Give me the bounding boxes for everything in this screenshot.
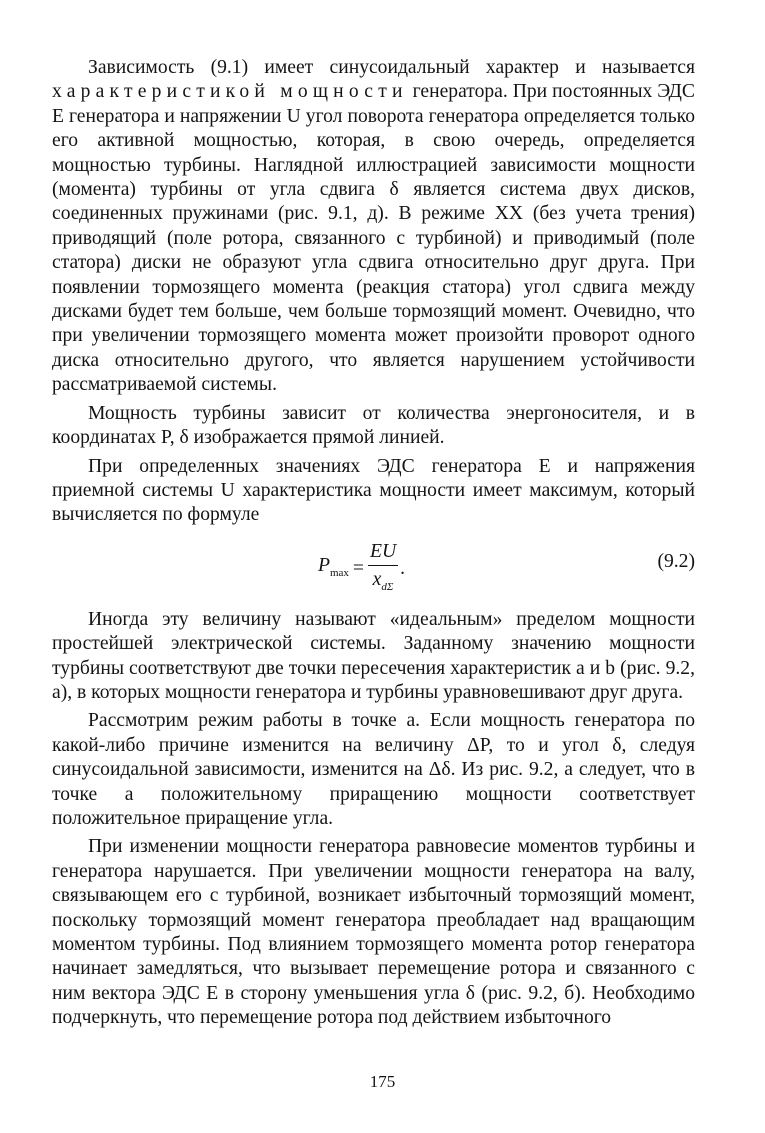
formula-expression <box>318 540 405 600</box>
emphasized-term: характеристикой мощности <box>52 81 408 103</box>
formula-number: (9.2) <box>657 550 695 572</box>
formula-lhs-symbol: P <box>318 554 330 576</box>
paragraph-1-start: Зависимость (9.1) имеет синусоидальный характер и называется <box>88 57 695 78</box>
formula-lhs-subscript: max <box>329 566 349 579</box>
formula-numerator: EU <box>368 540 398 566</box>
paragraph-6: При изменении мощности генератора равновесие моментов турбины и генератора нарушается. При увеличении мощности генератора на валу, связывающем его с турбиной, возникает избыточный тормозящий момент, поскольку тормозящий момент генератора преобладает над вращающим моментом турбины. Под влиянием тормозящего момента ротор генератора начинает замедляться, что вызывает перемещение ротора и связанного с ним вектора ЭДС E в сторону уменьшения угла δ (рис. 9.2, б). Необходимо подчеркнуть, что перемещение ротора под действием избыточного <box>52 836 695 1029</box>
formula-9-2 <box>52 536 695 598</box>
formula-denominator-subscript: dΣ <box>381 581 394 594</box>
paragraph-4: Иногда эту величину называют «идеальным» пределом мощности простейшей электрической системы. Заданному значению мощности турбины соответствуют две точки пересечения характеристик a и b (рис. 9.2, а), в которых мощности генератора и турбины уравновешивают друг друга. <box>52 608 695 703</box>
paragraph-1 <box>52 56 695 398</box>
paragraph-3: При определенных значениях ЭДС генератора E и напряжения приемной системы U характеристика мощности имеет максимум, который вычисляется по формуле <box>52 455 695 526</box>
formula-equals: = <box>352 558 364 580</box>
formula-period: . <box>400 558 406 580</box>
formula-denominator <box>373 566 394 599</box>
formula-lhs <box>318 554 349 585</box>
paragraph-5: Рассмотрим режим работы в точке a. Если мощность генератора по какой-либо причине изменится на величину ΔP, то и угол δ, следуя синусоидальной зависимости, изменится на Δδ. Из рис. 9.2, а следует, что в точке a положительному приращению мощности соответствует положительное приращение угла. <box>52 710 695 829</box>
formula-denominator-symbol: x <box>372 569 382 591</box>
formula-fraction <box>368 540 398 600</box>
paragraph-1-rest: генератора. При постоянных ЭДС E генератора и напряжении U угол поворота генератора определяется только его активной мощностью, которая, в свою очередь, определяется мощностью турбины. Наглядной иллюстрацией зависимости мощности (момента) турбины от угла сдвига δ является система двух дисков, соединенных пружинами (рис. 9.1, д). В режиме XX (без учета трения) приводящий (поле ротора, связанного с турбиной) и приводимый (поле статора) диски не образуют угла сдвига относительно друг друга. При появлении тормозящего момента (реакция статора) угол сдвига между дисками будет тем больше, чем больше тормозящий момент. Очевидно, что при увеличении тормозящего момента может произойти проворот одного диска относительно другого, что является нарушением устойчивости рассматриваемой системы. <box>52 81 695 396</box>
paragraph-2: Мощность турбины зависит от количества энергоносителя, и в координатах P, δ изображается прямой линией. <box>52 402 695 449</box>
page-number: 175 <box>369 1072 396 1091</box>
body-text <box>52 56 695 1031</box>
